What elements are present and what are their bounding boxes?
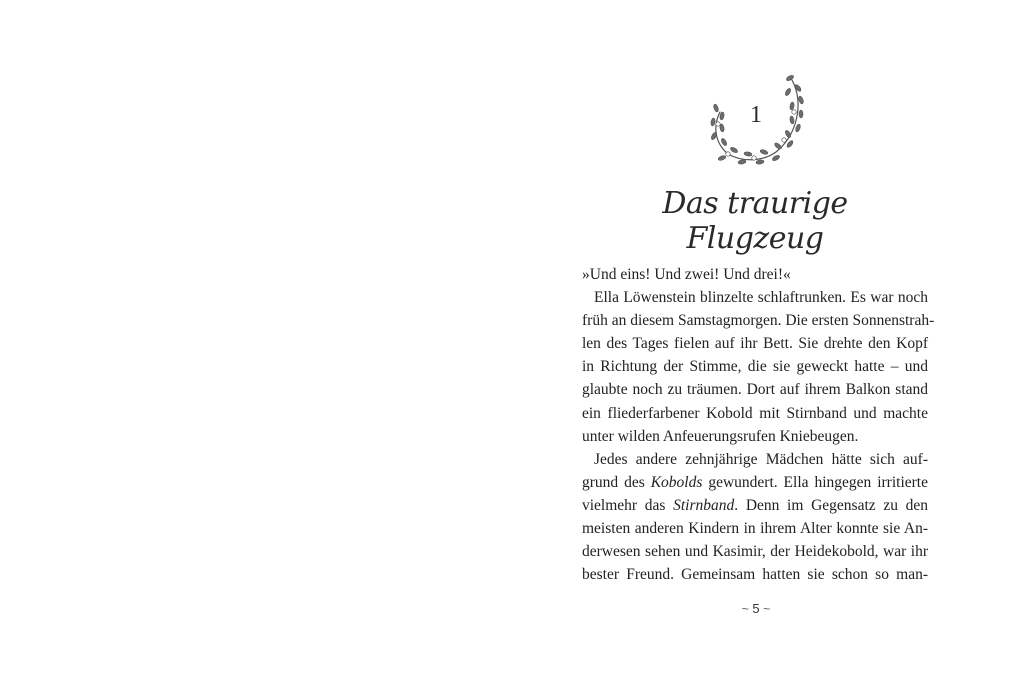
- text-line: Jedes andere zehnjährige Mädchen hätte sich auf-: [594, 450, 928, 468]
- text-line: grund des Kobolds gewundert. Ella hingegen irritierte: [582, 473, 928, 491]
- chapter-title: Das traurige Flugzeug: [662, 186, 848, 256]
- text-line: ein fliederfarbener Kobold mit Stirnband und machte: [582, 404, 928, 422]
- text-line: »Und eins! Und zwei! Und drei!«: [582, 266, 791, 283]
- page-number: 5: [752, 601, 760, 616]
- text-line: len des Tages fielen auf ihr Bett. Sie drehte den Kopf: [582, 335, 928, 353]
- text-line: Ella Löwenstein blinzelte schlaftrunken. Es war noch: [594, 289, 928, 307]
- left-ornament: ~: [741, 602, 749, 616]
- text-line: in Richtung der Stimme, die sie geweckt hatte – und: [582, 358, 928, 376]
- page-number-footer: [706, 601, 806, 616]
- right-page: [510, 0, 1020, 691]
- text-line: meisten anderen Kindern in ihrem Alter konnte sie An-: [582, 520, 928, 538]
- right-ornament: ~: [763, 602, 771, 616]
- text-line: glaubte noch zu träumen. Dort auf ihrem Balkon stand: [582, 381, 928, 399]
- text-line: vielmehr das Stirnband. Denn im Gegensatz zu den: [582, 496, 928, 514]
- text-line: früh an diesem Samstagmorgen. Die ersten Sonnenstrah-: [582, 312, 935, 330]
- text-line: derwesen sehen und Kasimir, der Heidekobold, war ihr: [582, 543, 928, 561]
- chapter-number: 1: [750, 102, 762, 128]
- text-line: bester Freund. Gemeinsam hatten sie schon so man-: [582, 566, 928, 584]
- text-line: unter wilden Anfeuerungsrufen Kniebeugen.: [582, 427, 859, 445]
- chapter-body-text: [582, 263, 935, 586]
